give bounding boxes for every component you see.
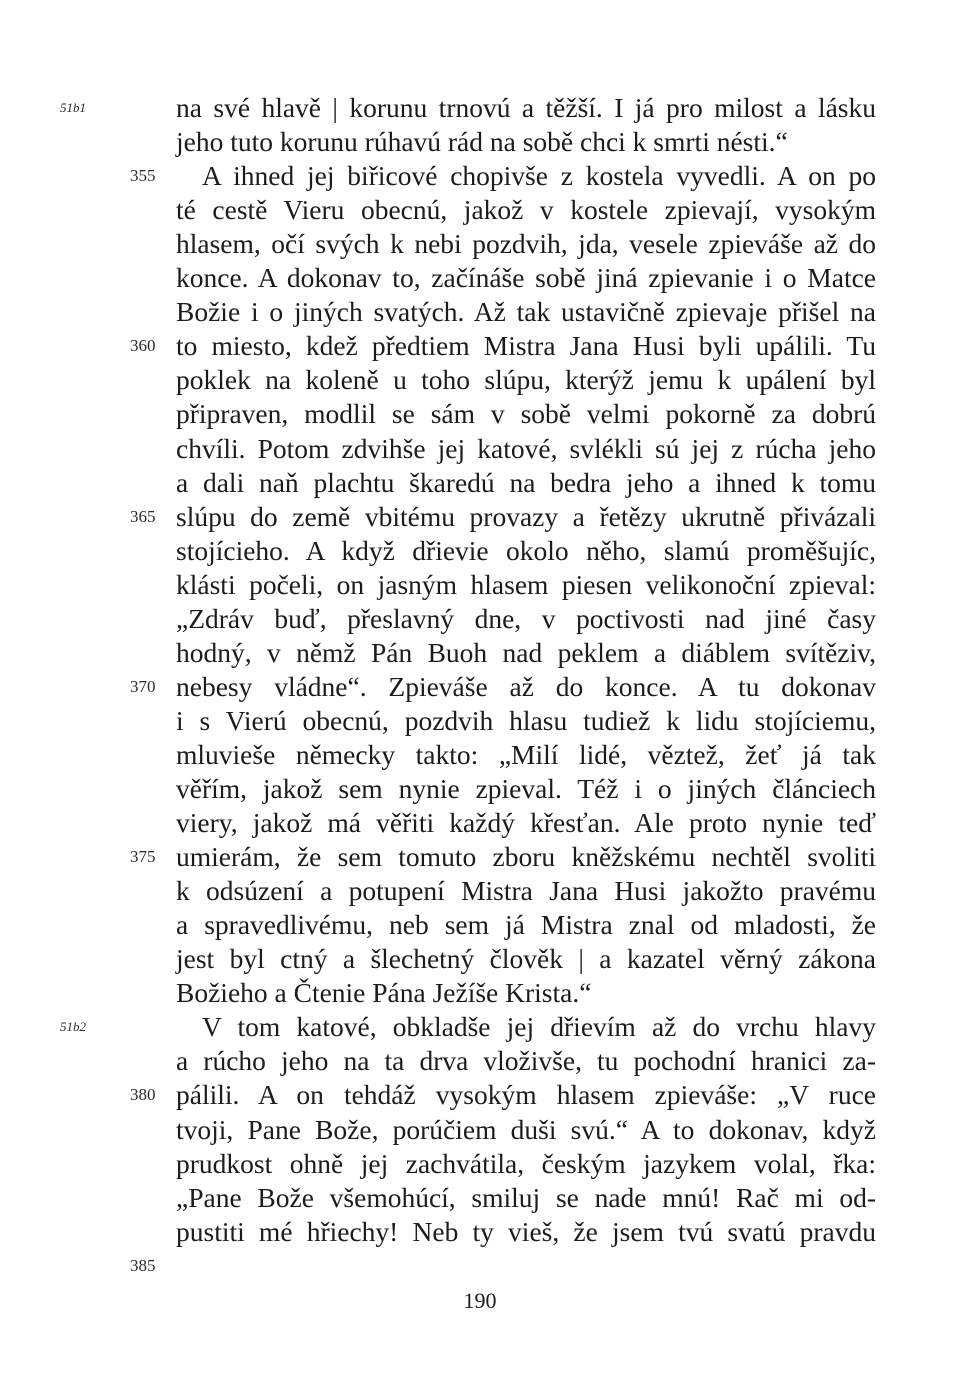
text-line: stojícieho. A když dřievie okolo něho, slamú proměšujíc, — [176, 534, 876, 566]
text-line: tvoji, Pane Bože, porúčiem duši svú.“ A to dokonav, když — [176, 1113, 876, 1145]
text-line: A ihned jej biřicové chopivše z kostela vyvedli. A on po — [202, 160, 876, 192]
text-line: viery, jakož má věřiti každý křesťan. Ale proto nynie teď — [176, 807, 876, 839]
text-line: na své hlavě | korunu trnovú a těžší. I já pro milost a lásku — [176, 92, 876, 123]
text-line: mluvieše německy takto: „Milí lidé, věztež, žeť já tak — [176, 738, 876, 770]
folio-mark: 51b2 — [60, 1019, 86, 1035]
text-line: věřím, jakož sem nynie zpieval. Též i o jiných článciech — [176, 773, 876, 804]
line-number: 370 — [130, 676, 156, 696]
text-line: chvíli. Potom zdvihše jej katové, svlékli sú jej z rúcha jeho — [176, 432, 876, 464]
page-number: 190 — [463, 1288, 497, 1313]
line-number: 365 — [130, 506, 156, 526]
text-line: hodný, v němž Pán Buoh nad peklem a diáblem svítěziv, — [176, 636, 876, 668]
line-number: 385 — [130, 1255, 156, 1275]
text-line: k odsúzení a potupení Mistra Jana Husi jakožto pravému — [176, 875, 876, 907]
line-number: 380 — [130, 1085, 156, 1105]
text-line: jest byl ctný a šlechetný člověk | a kazatel věrný zákona — [176, 943, 876, 975]
line-number: 355 — [130, 166, 156, 186]
folio-mark: 51b1 — [60, 100, 86, 115]
text-line: prudkost ohně jej zachvátila, českým jazykem volal, řka: — [176, 1147, 876, 1179]
text-line: V tom katové, obkladše jej dřievím až do vrchu hlavy — [202, 1011, 876, 1043]
text-line: Božieho a Čtenie Pána Ježíše Krista.“ — [176, 977, 592, 1009]
text-line: a spravedlivému, neb sem já Mistra znal od mladosti, že — [176, 909, 876, 941]
text-line: jeho tuto korunu rúhavú rád na sobě chci k smrti nésti.“ — [176, 126, 788, 158]
text-line: a rúcho jeho na ta drva vloživše, tu pochodní hranici za- — [176, 1045, 876, 1077]
text-line: „Zdráv buď, přeslavný dne, v poctivosti nad jiné časy — [176, 602, 876, 634]
text-line: připraven, modlil se sám v sobě velmi pokorně za dobrú — [176, 398, 876, 430]
text-line: umierám, že sem tomuto zboru kněžskému nechtěl svoliti — [176, 841, 876, 873]
text-line: „Pane Bože všemohúcí, smiluj se nade mnú! Rač mi od- — [176, 1181, 876, 1213]
text-line: Božie i o jiných svatých. Až tak ustavičně zpievaje přišel na — [176, 296, 876, 328]
line-number: 375 — [130, 847, 156, 867]
text-line: pustiti mé hřiechy! Neb ty vieš, že jsem tvú svatú pravdu — [176, 1215, 876, 1247]
text-line: nebesy vládne“. Zpieváše až do konce. A tu dokonav — [176, 670, 876, 702]
text-line: to miesto, kdež předtiem Mistra Jana Husi byli upálili. Tu — [176, 330, 876, 362]
text-line: hlasem, očí svých k nebi pozdvih, jda, vesele zpieváše až do — [176, 228, 876, 260]
text-line: slúpu do země vbitému provazy a řetězy ukrutně přivázali — [176, 500, 876, 532]
text-line: klásti počeli, on jasným hlasem piesen velikonoční zpieval: — [176, 568, 876, 600]
text-line: té cestě Vieru obecnú, jakož v kostele zpievají, vysokým — [176, 194, 876, 226]
text-line: konce. A dokonav to, začínáše sobě jiná zpievanie i o Matce — [176, 262, 876, 294]
text-line: poklek na koleně u toho slúpu, kterýž jemu k upálení byl — [176, 364, 876, 396]
text-line: a dali naň plachtu škaredú na bedra jeho a ihned k tomu — [176, 466, 876, 498]
text-line: pálili. A on tehdáž vysokým hlasem zpieváše: „V ruce — [176, 1079, 876, 1111]
line-number: 360 — [130, 336, 156, 356]
text-line: i s Vierú obecnú, pozdvih hlasu tudiež k lidu stojíciemu, — [176, 704, 876, 736]
